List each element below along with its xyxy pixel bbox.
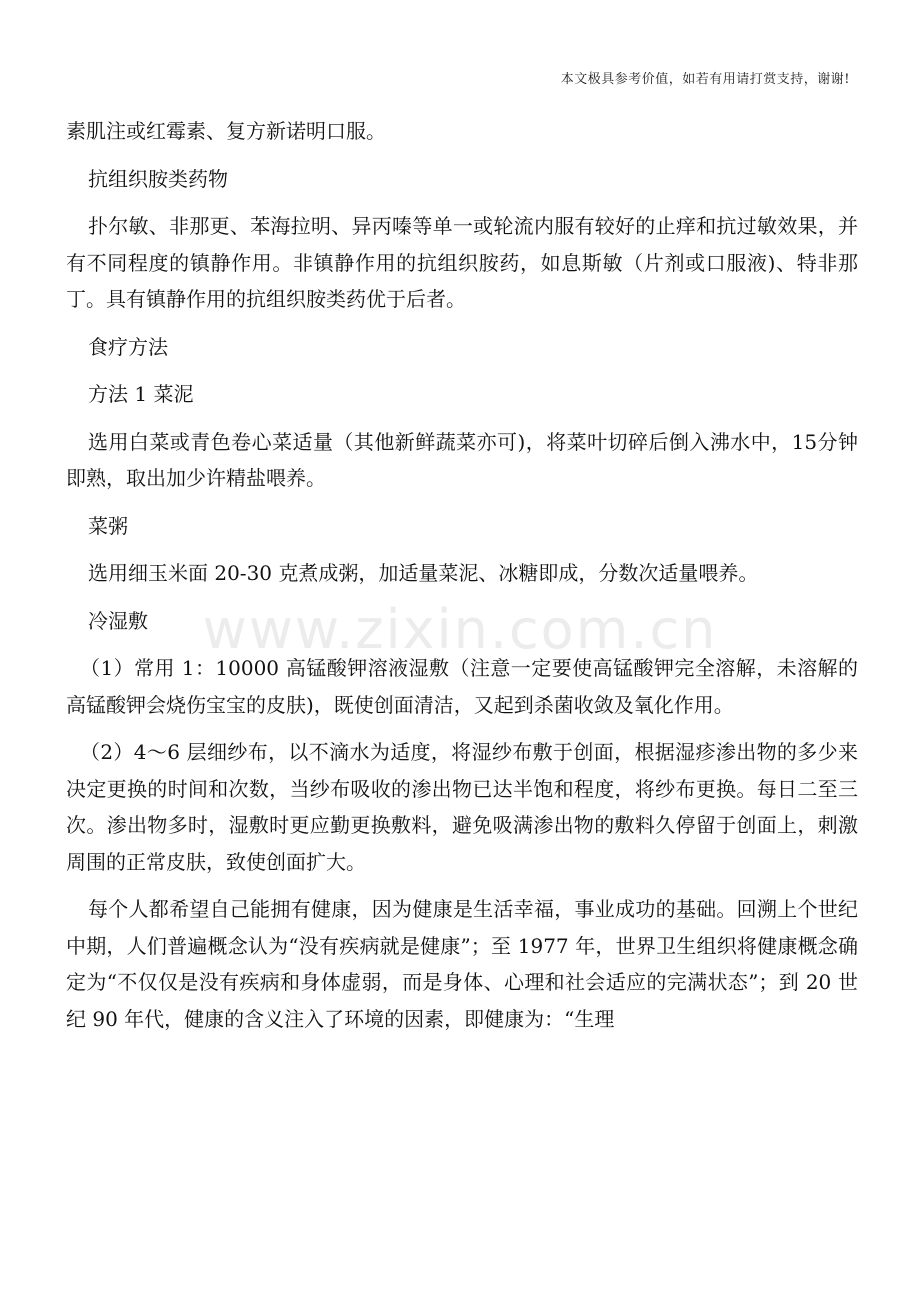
paragraph-vegetable-puree: 选用白菜或青色卷心菜适量（其他新鲜蔬菜亦可)，将菜叶切碎后倒入沸水中，15分钟即熟，取出加少许精盐喂养。 <box>66 429 858 490</box>
paragraph-compress-step-1: （1）常用 1：10000 高锰酸钾溶液湿敷（注意一定要使高锰酸钾完全溶解，未溶解的高锰酸钾会烧伤宝宝的皮肤)，既使创面清洁，又起到杀菌收敛及氧化作用。 <box>66 656 858 717</box>
paragraph-continuation: 素肌注或红霉素、复方新诺明口服。 <box>66 119 386 143</box>
document-body <box>66 113 858 1037</box>
section-heading-antihistamine: 抗组织胺类药物 <box>88 166 228 191</box>
section-heading-cold-compress: 冷湿敷 <box>88 608 148 633</box>
paragraph-compress-step-2: （2）4～6 层细纱布，以不滴水为适度，将湿纱布敷于创面，根据湿疹渗出物的多少来决定更换的时间和次数，当纱布吸收的渗出物已达半饱和程度，将纱布更换。每日二至三次。渗出物多时，湿敷时更应勤更换敷料，避免吸满渗出物的敷料久停留于创面上，刺激周围的正常皮肤，致使创面扩大。 <box>66 740 858 874</box>
subheading-vegetable-porridge: 菜粥 <box>88 513 128 538</box>
paragraph-vegetable-porridge: 选用细玉米面 20-30 克煮成粥，加适量菜泥、冰糖即成，分数次适量喂养。 <box>88 561 759 585</box>
watermark: www.zixin.com.cn <box>202 598 718 661</box>
paragraph-health-definition: 每个人都希望自己能拥有健康，因为健康是生活幸福，事业成功的基础。回溯上个世纪中期，人们普遍概念认为“没有疾病就是健康”；至 1977 年，世界卫生组织将健康概念确定为“不仅仅是没有疾病和身体虚弱，而是身体、心理和社会适应的完满状态”；到 20 世纪 90 年代，健康的含义注入了环境的因素，即健康为：“生理 <box>66 897 858 1031</box>
paragraph-antihistamine: 扑尔敏、非那更、苯海拉明、异丙嗪等单一或轮流内服有较好的止痒和抗过敏效果，并有不同程度的镇静作用。非镇静作用的抗组织胺药，如息斯敏（片剂或口服液)、特非那丁。具有镇静作用的抗组织胺类药优于后者。 <box>66 214 858 311</box>
header-note: 本文极具参考价值，如若有用请打赏支持，谢谢! <box>560 72 850 87</box>
section-heading-diet: 食疗方法 <box>88 334 168 359</box>
subheading-method-1: 方法 1 菜泥 <box>88 382 194 406</box>
